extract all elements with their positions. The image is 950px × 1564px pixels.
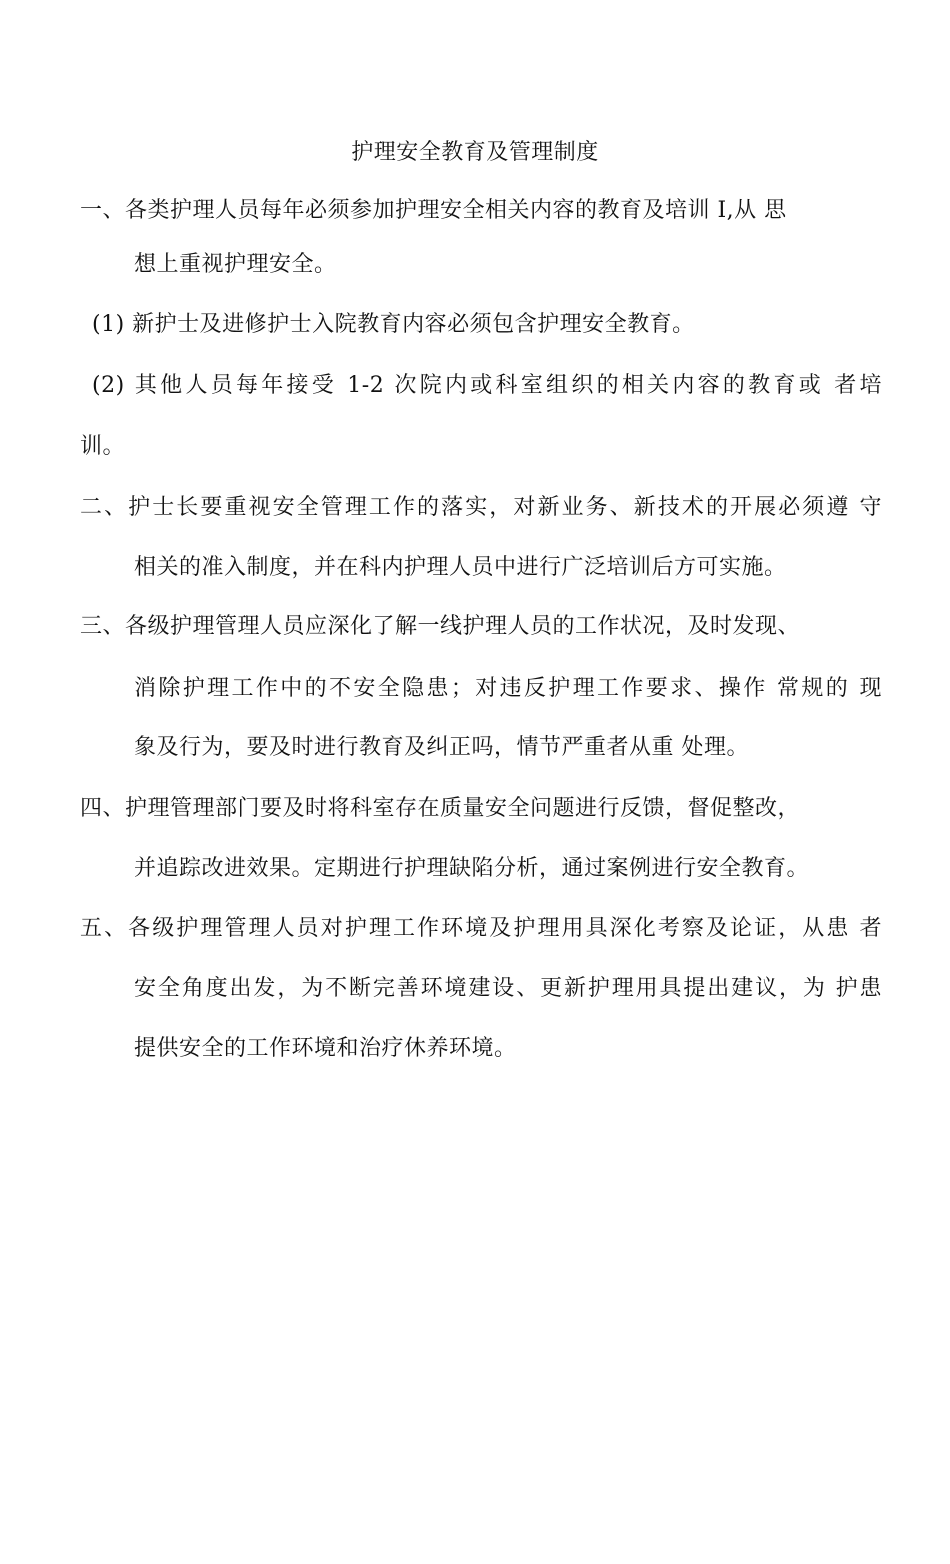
paragraph-4-line-2: 并追踪改进效果。定期进行护理缺陷分析，通过案例进行安全教育。 [134,856,810,881]
item-1: (1) 新护士及进修护士入院教育内容必须包含护理安全教育。 [92,312,695,337]
paragraph-4-line-1: 四、护理管理部门要及时将科室存在质量安全问题进行反馈，督促整改， [80,796,801,821]
paragraph-2-line-1: 二、护士长要重视安全管理工作的落实，对新业务、新技术的开展必须遵 守 [80,495,882,520]
paragraph-5-line-3: 提供安全的工作环境和治疗休养环境。 [134,1036,517,1061]
paragraph-2-line-2: 相关的准入制度，并在科内护理人员中进行广泛培训后方可实施。 [134,555,787,580]
paragraph-3-line-2: 消除护理工作中的不安全隐患；对违反护理工作要求、操作 常规的 现 [134,676,882,701]
item-2-line-1: (2) 其他人员每年接受 1-2 次院内或科室组织的相关内容的教育或 者培 [92,373,882,398]
paragraph-5-line-2: 安全角度出发，为不断完善环境建设、更新护理用具提出建议，为 护患 [134,976,882,1001]
paragraph-1-line-2: 想上重视护理安全。 [134,252,337,277]
paragraph-1-line-1: 一、各类护理人员每年必须参加护理安全相关内容的教育及培训 I,从 思 [80,198,787,223]
paragraph-5-line-1: 五、各级护理管理人员对护理工作环境及护理用具深化考察及论证，从患 者 [80,916,882,941]
item-2-line-2: 训。 [80,434,126,459]
paragraph-3-line-1: 三、各级护理管理人员应深化了解一线护理人员的工作状况，及时发现、 [80,614,801,639]
document-title: 护理安全教育及管理制度 [351,140,599,165]
paragraph-3-line-3: 象及行为，要及时进行教育及纠正吗，情节严重者从重 处理。 [134,735,749,760]
